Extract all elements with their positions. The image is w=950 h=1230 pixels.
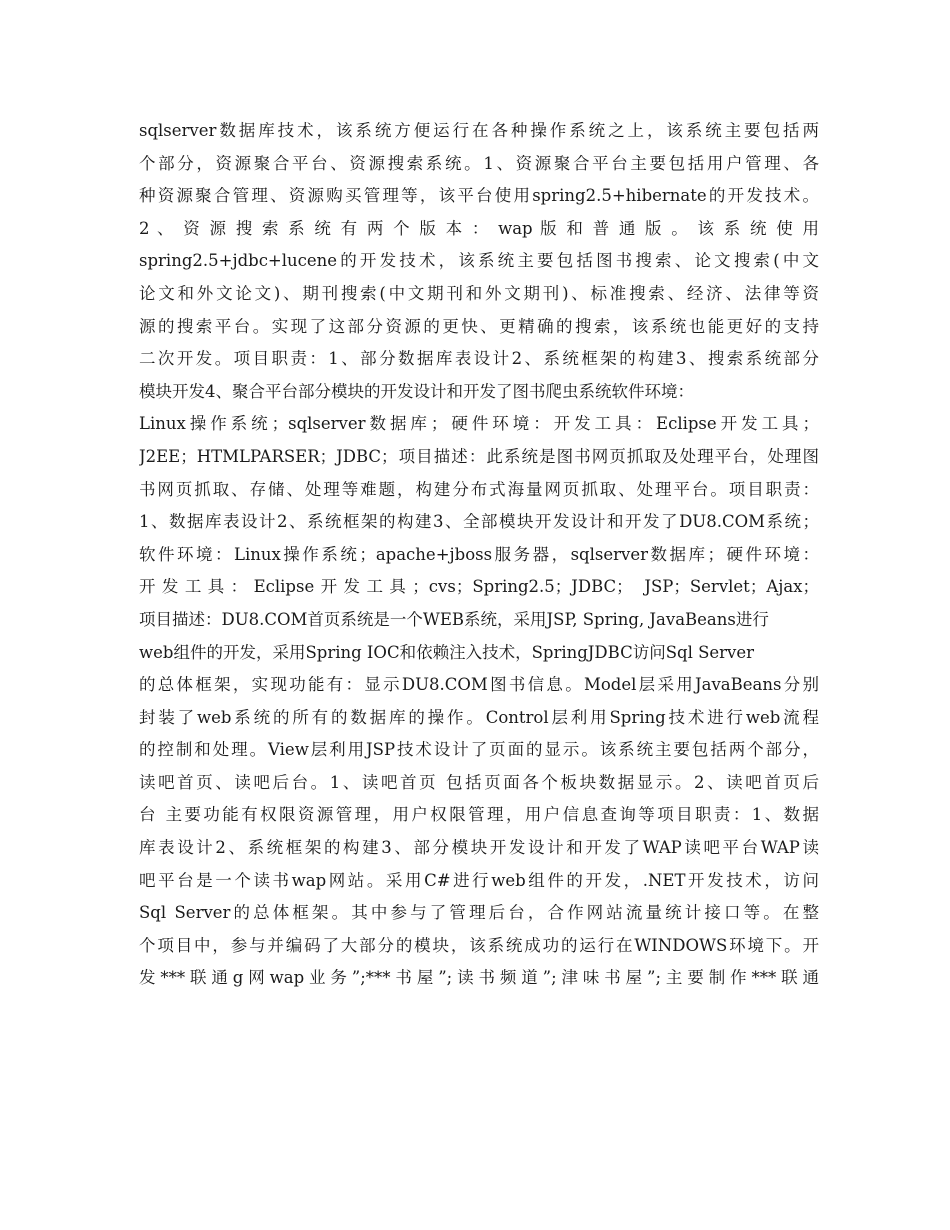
text-line: 台 主要功能有权限资源管理，用户权限管理，用户信息查询等项目职责：1、数据	[139, 805, 819, 825]
text-line: 读吧首页、读吧后台。1、读吧首页 包括页面各个板块数据显示。2、读吧首页后	[139, 772, 819, 792]
text-line: J2EE；HTMLPARSER；JDBC；项目描述：此系统是图书网页抓取及处理平台，处理图	[139, 446, 819, 466]
text-line: 库表设计2、系统框架的构建3、部分模块开发设计和开发了WAP读吧平台WAP读	[139, 838, 819, 858]
text-line: 二次开发。项目职责：1、部分数据库表设计2、系统框架的构建3、搜索系统部分	[139, 349, 819, 369]
text-line: 1、数据库表设计2、系统框架的构建3、全部模块开发设计和开发了DU8.COM系统；	[139, 512, 819, 532]
text-line: 模块开发4、聚合平台部分模块的开发设计和开发了图书爬虫系统软件环境：	[139, 381, 694, 401]
text-line: 个项目中，参与并编码了大部分的模块，该系统成功的运行在WINDOWS环境下。开	[139, 935, 819, 955]
text-line: 书网页抓取、存储、处理等难题，构建分布式海量网页抓取、处理平台。项目职责：	[139, 479, 819, 499]
text-line: 的控制和处理。View层利用JSP技术设计了页面的显示。该系统主要包括两个部分，	[139, 740, 819, 760]
text-line: spring2.5+jdbc+lucene的开发技术，该系统主要包括图书搜索、论文搜索(中文	[139, 251, 819, 271]
text-line: web组件的开发，采用Spring IOC和依赖注入技术，SpringJDBC访问Sql Server	[139, 642, 755, 662]
text-line: 发***联通g网wap业务”;***书屋”;读书频道”;津味书屋”;主要制作***联通	[139, 968, 819, 988]
text-line: 源的搜索平台。实现了这部分资源的更快、更精确的搜索，该系统也能更好的支持	[139, 316, 819, 336]
text-line: 封装了web系统的所有的数据库的操作。Control层利用Spring技术进行web流程	[139, 707, 819, 727]
text-line: 论文和外文论文)、期刊搜索(中文期刊和外文期刊)、标准搜索、经济、法律等资	[139, 283, 819, 303]
text-line: 软件环境：Linux操作系统；apache+jboss服务器，sqlserver数据库；硬件环境：	[139, 544, 819, 564]
text-line: Linux操作系统；sqlserver数据库；硬件环境：开发工具：Eclipse开发工具；	[139, 414, 819, 434]
text-line: 开发工具：Eclipse开发工具；cvs；Spring2.5；JDBC； JSP；Servlet；Ajax；	[139, 577, 819, 597]
text-line: 的总体框架，实现功能有：显示DU8.COM图书信息。Model层采用JavaBeans分别	[139, 675, 819, 695]
text-line: 吧平台是一个读书wap网站。采用C#进行web组件的开发，.NET开发技术，访问	[139, 870, 819, 890]
text-line: 项目描述：DU8.COM首页系统是一个WEB系统，采用JSP, Spring, JavaBeans进行	[139, 609, 769, 629]
document-body-text	[139, 115, 819, 995]
text-line: 2 、 资 源 搜 索 系 统 有 两 个 版 本 ： wap 版 和 普 通 版 。 该 系 统 使 用	[139, 218, 819, 238]
text-line: Sql Server的总体框架。其中参与了管理后台，合作网站流量统计接口等。在整	[139, 903, 819, 923]
text-line: 个部分，资源聚合平台、资源搜索系统。1、资源聚合平台主要包括用户管理、各	[139, 153, 819, 173]
text-line: sqlserver数据库技术，该系统方便运行在各种操作系统之上，该系统主要包括两	[139, 121, 819, 140]
text-line: 种资源聚合管理、资源购买管理等，该平台使用spring2.5+hibernate的开发技术。	[139, 186, 819, 206]
